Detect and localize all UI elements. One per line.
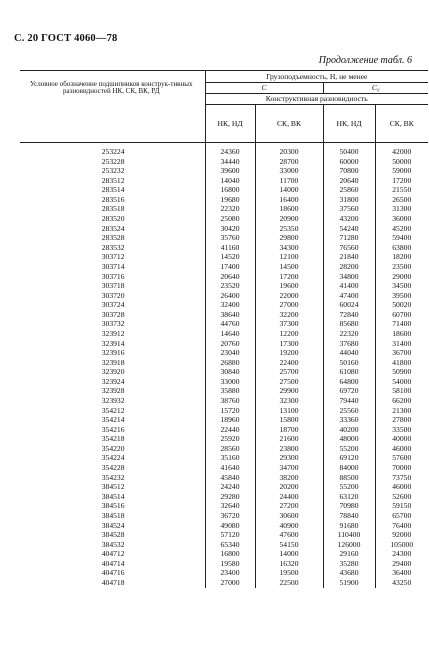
c-nk-cell: 32400: [205, 300, 255, 310]
table-row: [20, 511, 428, 521]
c-nk-cell: 24240: [205, 482, 255, 492]
table-row: [20, 501, 428, 511]
designation-cell: 354224: [101, 453, 125, 463]
c-nk-cell: 25920: [205, 434, 255, 444]
designation-cell: 323918: [101, 357, 125, 367]
c0-nk-cell: 43680: [323, 568, 375, 578]
c-sk-cell: 47600: [255, 530, 323, 540]
c-nk-cell: 27000: [205, 578, 255, 588]
c-sk-cell: 19500: [255, 568, 323, 578]
c-nk-cell: 34440: [205, 157, 255, 167]
c0-nk-cell: 29160: [323, 549, 375, 559]
c-nk-cell: 36720: [205, 511, 255, 521]
c-sk-cell: 32200: [255, 310, 323, 320]
table-row: [20, 540, 428, 550]
c0-nk-cell: 61080: [323, 367, 375, 377]
table-row: [20, 367, 428, 377]
c0-nk-cell: 25560: [323, 406, 375, 416]
c0-nk-cell: 126000: [323, 540, 375, 550]
designation-cell: 354212: [101, 405, 125, 415]
table-row: [20, 559, 428, 569]
table-row: [20, 300, 428, 310]
c-nk-cell: 38760: [205, 396, 255, 406]
c-nk-cell: 19580: [205, 559, 255, 569]
c0-nk-cell: 50160: [323, 358, 375, 368]
table-row: [20, 473, 428, 483]
c0-sk-cell: 29000: [375, 272, 428, 282]
designation-cell: 384518: [101, 510, 125, 520]
c0-sk-cell: 36700: [375, 348, 428, 358]
c0-nk-cell: 69120: [323, 454, 375, 464]
static-load-header: C₀: [323, 83, 428, 94]
bearing-load-table: [20, 70, 428, 588]
designation-cell: 354232: [101, 472, 125, 482]
table-row: [20, 272, 428, 282]
c0-nk-cell: 47400: [323, 291, 375, 301]
c-sk-cell: 20300: [255, 143, 323, 157]
c-nk-cell: 41160: [205, 243, 255, 253]
col-header-c0-nk: НК, НД: [323, 105, 375, 143]
c-sk-cell: 17300: [255, 339, 323, 349]
c0-sk-cell: 59150: [375, 501, 428, 511]
c0-nk-cell: 20640: [323, 176, 375, 186]
col-header-c-sk: СК, ВК: [255, 105, 323, 143]
designation-cell: 283532: [101, 242, 125, 252]
c0-nk-cell: 55200: [323, 444, 375, 454]
table-row: [20, 281, 428, 291]
table-row: [20, 214, 428, 224]
c-nk-cell: 23400: [205, 568, 255, 578]
c0-nk-cell: 28200: [323, 262, 375, 272]
c0-sk-cell: 18600: [375, 329, 428, 339]
c0-nk-cell: 70800: [323, 166, 375, 176]
c-sk-cell: 19200: [255, 348, 323, 358]
c-nk-cell: 26400: [205, 291, 255, 301]
designation-cell: 303712: [101, 252, 125, 262]
c-sk-cell: 15800: [255, 415, 323, 425]
c0-sk-cell: 70000: [375, 463, 428, 473]
c-nk-cell: 30840: [205, 367, 255, 377]
table-row: [20, 425, 428, 435]
c0-nk-cell: 60000: [323, 157, 375, 167]
c0-nk-cell: 60024: [323, 300, 375, 310]
c-nk-cell: 44760: [205, 319, 255, 329]
c0-sk-cell: 60700: [375, 310, 428, 320]
c0-sk-cell: 27800: [375, 415, 428, 425]
c0-nk-cell: 70980: [323, 501, 375, 511]
table-row: [20, 549, 428, 559]
c0-nk-cell: 35280: [323, 559, 375, 569]
table-row: [20, 492, 428, 502]
table-row: [20, 252, 428, 262]
c-nk-cell: 16800: [205, 549, 255, 559]
c0-sk-cell: 17200: [375, 176, 428, 186]
c-sk-cell: 25700: [255, 367, 323, 377]
c-sk-cell: 37300: [255, 319, 323, 329]
designation-cell: 283528: [101, 233, 125, 243]
c0-nk-cell: 51900: [323, 578, 375, 588]
c0-sk-cell: 63800: [375, 243, 428, 253]
c0-sk-cell: 46000: [375, 444, 428, 454]
c-nk-cell: 19680: [205, 195, 255, 205]
col-header-c-nk: НК, НД: [205, 105, 255, 143]
designation-cell: 283524: [101, 223, 125, 233]
c-nk-cell: 17400: [205, 262, 255, 272]
c0-nk-cell: 69720: [323, 386, 375, 396]
c-sk-cell: 27000: [255, 300, 323, 310]
c0-nk-cell: 84000: [323, 463, 375, 473]
c0-sk-cell: 76400: [375, 521, 428, 531]
c0-sk-cell: 58100: [375, 386, 428, 396]
table-row: [20, 434, 428, 444]
c0-sk-cell: 71400: [375, 319, 428, 329]
designation-cell: 303716: [101, 271, 125, 281]
table-row: [20, 233, 428, 243]
c-sk-cell: 32300: [255, 396, 323, 406]
c-nk-cell: 18960: [205, 415, 255, 425]
col-header-c0-sk: СК, ВК: [375, 105, 428, 143]
table-row: [20, 454, 428, 464]
table-row: [20, 396, 428, 406]
table-row: [20, 568, 428, 578]
c-nk-cell: 20640: [205, 272, 255, 282]
c-sk-cell: 22000: [255, 291, 323, 301]
c-sk-cell: 29800: [255, 233, 323, 243]
c-nk-cell: 20760: [205, 339, 255, 349]
c0-nk-cell: 44040: [323, 348, 375, 358]
c0-sk-cell: 59000: [375, 166, 428, 176]
table-row: [20, 521, 428, 531]
c-sk-cell: 33000: [255, 166, 323, 176]
table-row: [20, 185, 428, 195]
c-nk-cell: 14640: [205, 329, 255, 339]
c0-nk-cell: 37680: [323, 339, 375, 349]
c-sk-cell: 24400: [255, 492, 323, 502]
designation-cell: 384524: [101, 520, 125, 530]
table-row: [20, 329, 428, 339]
c0-sk-cell: 40000: [375, 434, 428, 444]
c0-sk-cell: 36000: [375, 214, 428, 224]
c-sk-cell: 14000: [255, 549, 323, 559]
c0-sk-cell: 50020: [375, 300, 428, 310]
c0-sk-cell: 41800: [375, 358, 428, 368]
table-row: [20, 463, 428, 473]
c-sk-cell: 27200: [255, 501, 323, 511]
table-row: [20, 482, 428, 492]
c0-sk-cell: 31400: [375, 339, 428, 349]
c0-sk-cell: 73750: [375, 473, 428, 483]
c0-sk-cell: 36400: [375, 568, 428, 578]
c-nk-cell: 49080: [205, 521, 255, 531]
c-nk-cell: 22320: [205, 204, 255, 214]
c-sk-cell: 16320: [255, 559, 323, 569]
c0-sk-cell: 46000: [375, 482, 428, 492]
c-sk-cell: 23800: [255, 444, 323, 454]
c0-sk-cell: 31300: [375, 204, 428, 214]
table-row: [20, 166, 428, 176]
dynamic-load-header: C: [205, 83, 323, 94]
table-row: [20, 157, 428, 167]
c0-sk-cell: 42000: [375, 143, 428, 157]
designation-cell: 354216: [101, 424, 125, 434]
designation-cell: 303728: [101, 309, 125, 319]
c-sk-cell: 28700: [255, 157, 323, 167]
c-nk-cell: 32640: [205, 501, 255, 511]
c-nk-cell: 38640: [205, 310, 255, 320]
designation-cell: 323928: [101, 386, 125, 396]
c-sk-cell: 40900: [255, 521, 323, 531]
designation-cell: 404716: [101, 568, 125, 578]
c-sk-cell: 27500: [255, 377, 323, 387]
c-sk-cell: 29300: [255, 454, 323, 464]
c0-nk-cell: 79440: [323, 396, 375, 406]
c0-sk-cell: 57600: [375, 454, 428, 464]
c-nk-cell: 41640: [205, 463, 255, 473]
designation-cell: 303732: [101, 319, 125, 329]
designation-cell: 404718: [101, 578, 125, 587]
c-sk-cell: 22400: [255, 358, 323, 368]
c0-sk-cell: 34500: [375, 281, 428, 291]
c-sk-cell: 29900: [255, 386, 323, 396]
page-header: С. 20 ГОСТ 4060—78: [14, 33, 118, 44]
table-row: [20, 319, 428, 329]
designation-cell: 283518: [101, 204, 125, 214]
c-sk-cell: 19600: [255, 281, 323, 291]
c-sk-cell: 38200: [255, 473, 323, 483]
c0-sk-cell: 33500: [375, 425, 428, 435]
c0-sk-cell: 21550: [375, 185, 428, 195]
c0-nk-cell: 72840: [323, 310, 375, 320]
c-sk-cell: 22500: [255, 578, 323, 588]
designation-cell: 283520: [101, 214, 125, 224]
table-row: [20, 143, 428, 157]
c0-sk-cell: 45200: [375, 224, 428, 234]
table-row: [20, 530, 428, 540]
c-sk-cell: 54150: [255, 540, 323, 550]
c-sk-cell: 12100: [255, 252, 323, 262]
c0-sk-cell: 24300: [375, 549, 428, 559]
c-sk-cell: 25350: [255, 224, 323, 234]
table-row: [20, 444, 428, 454]
designation-cell: 283512: [101, 175, 125, 185]
table-continuation-label: Продолжение табл. 6: [318, 55, 412, 66]
designation-cell: 253228: [101, 156, 125, 166]
c-nk-cell: 15720: [205, 406, 255, 416]
c0-nk-cell: 55200: [323, 482, 375, 492]
c0-nk-cell: 43200: [323, 214, 375, 224]
c0-nk-cell: 85680: [323, 319, 375, 329]
c0-nk-cell: 54240: [323, 224, 375, 234]
c0-sk-cell: 26500: [375, 195, 428, 205]
c-nk-cell: 26880: [205, 358, 255, 368]
c0-nk-cell: 41400: [323, 281, 375, 291]
c0-sk-cell: 39500: [375, 291, 428, 301]
c-nk-cell: 29280: [205, 492, 255, 502]
c-nk-cell: 14520: [205, 252, 255, 262]
table-row: [20, 578, 428, 588]
designation-cell: 253224: [101, 146, 125, 156]
designation-cell: 384514: [101, 491, 125, 501]
designation-cell: 323920: [101, 367, 125, 377]
c0-sk-cell: 92000: [375, 530, 428, 540]
c0-nk-cell: 64800: [323, 377, 375, 387]
c0-nk-cell: 37560: [323, 204, 375, 214]
c-sk-cell: 14500: [255, 262, 323, 272]
designation-cell: 283516: [101, 194, 125, 204]
designation-cell: 354228: [101, 463, 125, 473]
table-row: [20, 195, 428, 205]
table-row: [20, 291, 428, 301]
table-row: [20, 358, 428, 368]
table-row: [20, 243, 428, 253]
variant-header: Конструктивная разновидность: [205, 94, 428, 105]
designation-cell: 404712: [101, 549, 125, 559]
table-row: [20, 377, 428, 387]
c0-nk-cell: 91680: [323, 521, 375, 531]
designation-cell: 253232: [101, 166, 125, 176]
designation-cell: 303714: [101, 261, 125, 271]
designation-cell: 354214: [101, 415, 125, 425]
designation-cell: 303724: [101, 300, 125, 310]
c-sk-cell: 30600: [255, 511, 323, 521]
designation-cell: 323916: [101, 348, 125, 358]
designation-cell: 384528: [101, 530, 125, 540]
c0-nk-cell: 50400: [323, 143, 375, 157]
c0-sk-cell: 23500: [375, 262, 428, 272]
c-sk-cell: 17200: [255, 272, 323, 282]
designation-cell: 303720: [101, 290, 125, 300]
c0-sk-cell: 105000: [375, 540, 428, 550]
designation-cell: 354218: [101, 434, 125, 444]
c-nk-cell: 35880: [205, 386, 255, 396]
c-nk-cell: 23040: [205, 348, 255, 358]
load-capacity-header: Грузоподъемность, Н, не менее: [205, 71, 428, 83]
c-sk-cell: 20900: [255, 214, 323, 224]
designation-cell: 283514: [101, 185, 125, 195]
designation-header: Условное обозначение подшипников конструк-тивных разновидностей НК, СК, ВК, РД: [20, 71, 205, 143]
designation-cell: 354220: [101, 443, 125, 453]
c-nk-cell: 22440: [205, 425, 255, 435]
designation-cell: 384516: [101, 501, 125, 511]
c-sk-cell: 34700: [255, 463, 323, 473]
table-row: [20, 224, 428, 234]
c-nk-cell: 39600: [205, 166, 255, 176]
table-row: [20, 176, 428, 186]
c-nk-cell: 35160: [205, 454, 255, 464]
table-row: [20, 406, 428, 416]
table-row: [20, 262, 428, 272]
c-sk-cell: 11700: [255, 176, 323, 186]
c0-sk-cell: 54000: [375, 377, 428, 387]
c0-sk-cell: 52600: [375, 492, 428, 502]
c0-sk-cell: 65700: [375, 511, 428, 521]
designation-cell: 323914: [101, 338, 125, 348]
c-sk-cell: 12200: [255, 329, 323, 339]
c-sk-cell: 20200: [255, 482, 323, 492]
c-nk-cell: 57120: [205, 530, 255, 540]
c0-nk-cell: 21840: [323, 252, 375, 262]
designation-cell: 404714: [101, 558, 125, 568]
designation-cell: 303718: [101, 281, 125, 291]
c0-sk-cell: 59400: [375, 233, 428, 243]
c-nk-cell: 16800: [205, 185, 255, 195]
c0-sk-cell: 66200: [375, 396, 428, 406]
table-body: [20, 143, 428, 588]
c0-nk-cell: 33360: [323, 415, 375, 425]
c-sk-cell: 14000: [255, 185, 323, 195]
c-sk-cell: 34300: [255, 243, 323, 253]
c-nk-cell: 35760: [205, 233, 255, 243]
c-sk-cell: 21600: [255, 434, 323, 444]
table-row: [20, 415, 428, 425]
c0-sk-cell: 18200: [375, 252, 428, 262]
c0-nk-cell: 25860: [323, 185, 375, 195]
c-nk-cell: 30420: [205, 224, 255, 234]
designation-cell: 384512: [101, 482, 125, 492]
c-nk-cell: 24360: [205, 143, 255, 157]
c-nk-cell: 33000: [205, 377, 255, 387]
c0-nk-cell: 22320: [323, 329, 375, 339]
table-row: [20, 339, 428, 349]
c0-nk-cell: 63120: [323, 492, 375, 502]
c0-sk-cell: 50000: [375, 157, 428, 167]
c0-sk-cell: 21300: [375, 406, 428, 416]
c-nk-cell: 23520: [205, 281, 255, 291]
c-sk-cell: 18700: [255, 425, 323, 435]
c-nk-cell: 25080: [205, 214, 255, 224]
c0-sk-cell: 29400: [375, 559, 428, 569]
c-sk-cell: 18600: [255, 204, 323, 214]
c0-sk-cell: 50900: [375, 367, 428, 377]
c-sk-cell: 16400: [255, 195, 323, 205]
c0-nk-cell: 78840: [323, 511, 375, 521]
c0-sk-cell: 43250: [375, 578, 428, 588]
c0-nk-cell: 88500: [323, 473, 375, 483]
c-nk-cell: 14040: [205, 176, 255, 186]
c0-nk-cell: 71280: [323, 233, 375, 243]
c-nk-cell: 45840: [205, 473, 255, 483]
c-nk-cell: 65340: [205, 540, 255, 550]
table-row: [20, 310, 428, 320]
designation-cell: 323932: [101, 396, 125, 406]
c0-nk-cell: 31800: [323, 195, 375, 205]
c0-nk-cell: 48000: [323, 434, 375, 444]
c0-nk-cell: 110400: [323, 530, 375, 540]
c-sk-cell: 13100: [255, 406, 323, 416]
table-row: [20, 204, 428, 214]
c0-nk-cell: 34800: [323, 272, 375, 282]
c-nk-cell: 28560: [205, 444, 255, 454]
c0-nk-cell: 40200: [323, 425, 375, 435]
table-row: [20, 348, 428, 358]
designation-cell: 323924: [101, 376, 125, 386]
c0-nk-cell: 76560: [323, 243, 375, 253]
designation-cell: 384532: [101, 539, 125, 549]
designation-cell: 323912: [101, 328, 125, 338]
table-row: [20, 386, 428, 396]
